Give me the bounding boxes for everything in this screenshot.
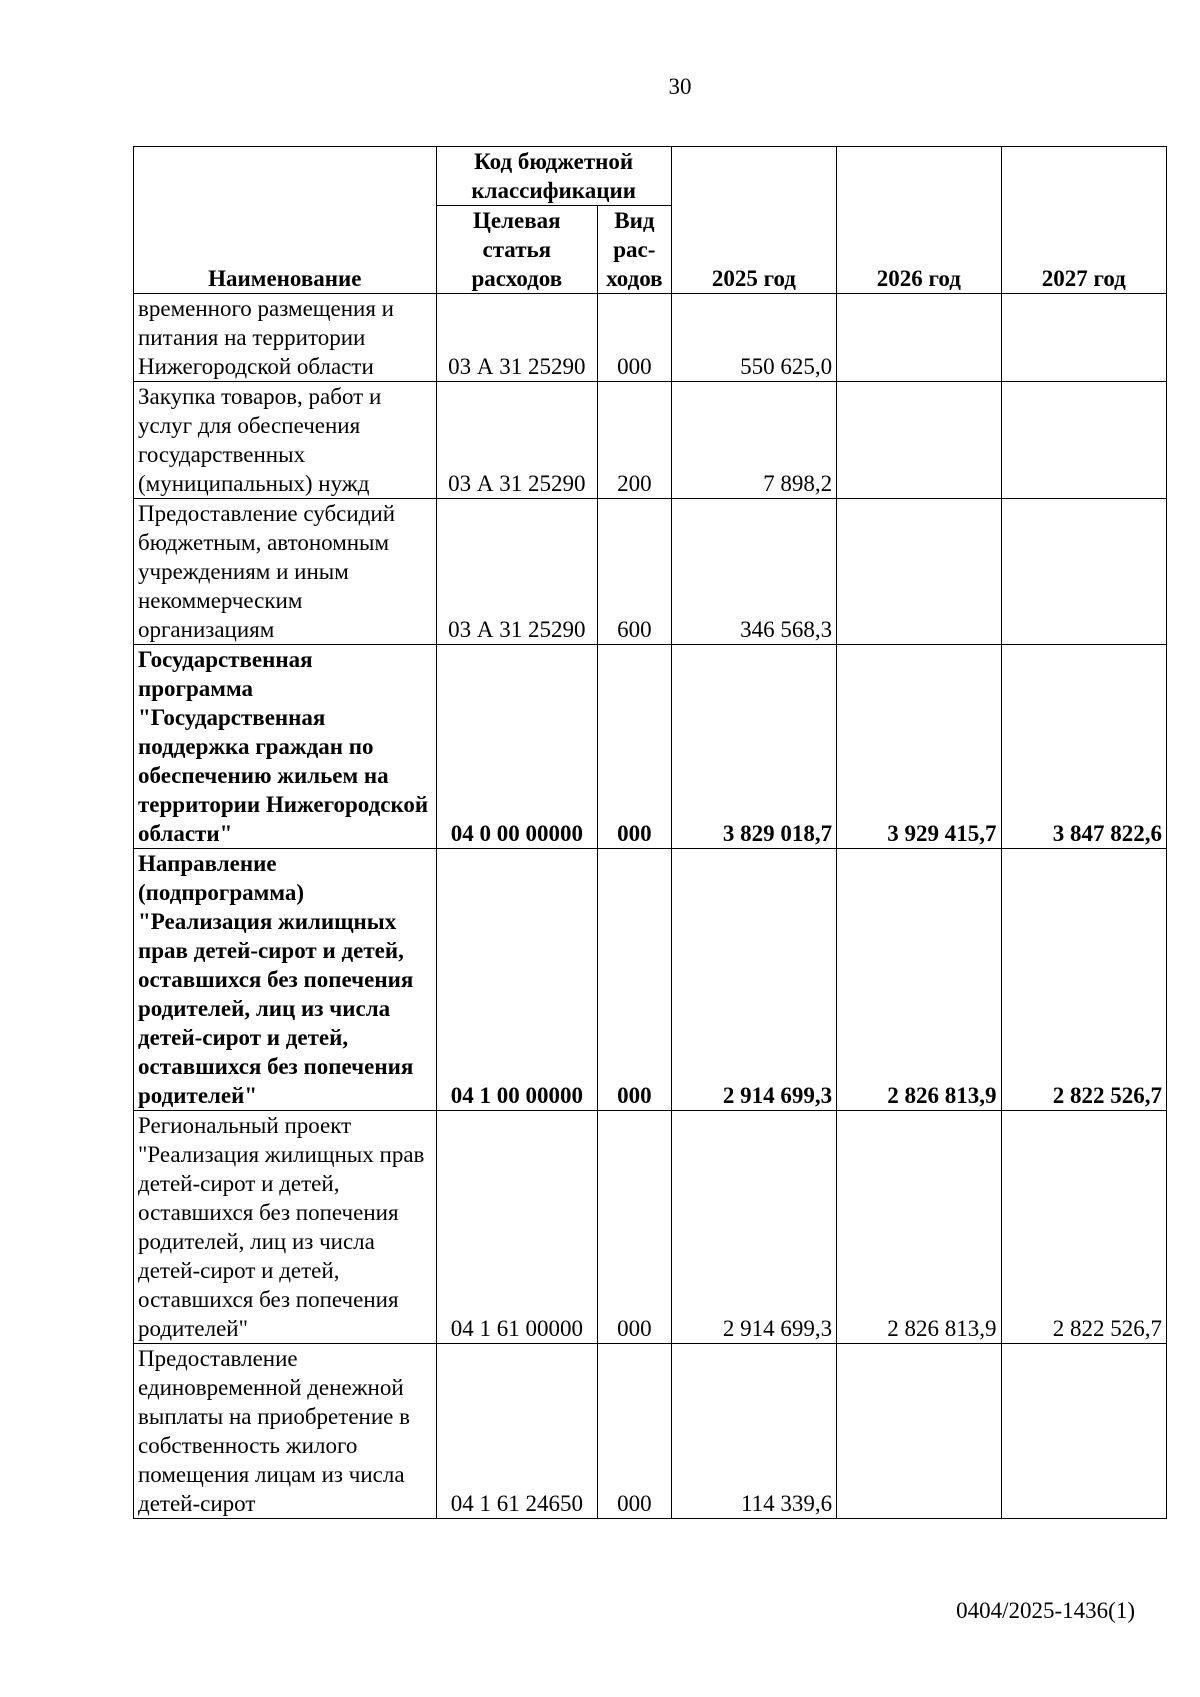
- row-target-code: 04 0 00 00000: [436, 645, 597, 849]
- header-code-group: Код бюджетной классификации: [436, 147, 671, 206]
- row-2025: 2 914 699,3: [671, 1111, 836, 1344]
- row-target-code: 03 А 31 25290: [436, 382, 597, 499]
- row-name: временного размещения и питания на территории Нижегородской области: [134, 294, 437, 382]
- header-expense-type: Вид рас-ходов: [598, 206, 672, 294]
- row-2025: 346 568,3: [671, 499, 836, 645]
- row-2027: [1001, 499, 1166, 645]
- row-expense-type: 000: [598, 645, 672, 849]
- row-expense-type: 000: [598, 294, 672, 382]
- row-2025: 114 339,6: [671, 1344, 836, 1519]
- row-2026: 3 929 415,7: [837, 645, 1001, 849]
- table-row: [134, 1344, 1167, 1519]
- row-name: Региональный проект "Реализация жилищных прав детей-сирот и детей, оставшихся без попечения родителей, лиц из числа детей-сирот и детей, оставшихся без попечения родителей": [134, 1111, 437, 1344]
- table-row: [134, 499, 1167, 645]
- row-name: Предоставление единовременной денежной выплаты на приобретение в собственность жилого помещения лицам из числа детей-сирот: [134, 1344, 437, 1519]
- header-name: Наименование: [134, 147, 437, 294]
- row-target-code: 04 1 00 00000: [436, 849, 597, 1111]
- row-2027: 3 847 822,6: [1001, 645, 1166, 849]
- row-2025: 3 829 018,7: [671, 645, 836, 849]
- row-2026: 2 826 813,9: [837, 849, 1001, 1111]
- row-2025: 550 625,0: [671, 294, 836, 382]
- row-expense-type: 000: [598, 1344, 672, 1519]
- header-target-article: Целевая статья расходов: [436, 206, 597, 294]
- row-expense-type: 200: [598, 382, 672, 499]
- document-code: 0404/2025-1436(1): [956, 1598, 1135, 1623]
- table-row: [134, 849, 1167, 1111]
- row-target-code: 04 1 61 24650: [436, 1344, 597, 1519]
- page-number: 30: [668, 74, 692, 99]
- row-target-code: 03 А 31 25290: [436, 499, 597, 645]
- row-2027: [1001, 382, 1166, 499]
- row-2027: [1001, 1344, 1166, 1519]
- budget-table: [133, 146, 1167, 1519]
- row-name: Направление (подпрограмма) "Реализация жилищных прав детей-сирот и детей, оставшихся без попечения родителей, лиц из числа детей-сирот и детей, оставшихся без попечения родителей": [134, 849, 437, 1111]
- row-2026: [837, 499, 1001, 645]
- header-2026: 2026 год: [837, 147, 1001, 294]
- row-name: Закупка товаров, работ и услуг для обеспечения государственных (муниципальных) нужд: [134, 382, 437, 499]
- row-2025: 7 898,2: [671, 382, 836, 499]
- row-2026: [837, 382, 1001, 499]
- row-2027: 2 822 526,7: [1001, 1111, 1166, 1344]
- row-2026: 2 826 813,9: [837, 1111, 1001, 1344]
- row-2027: [1001, 294, 1166, 382]
- row-expense-type: 600: [598, 499, 672, 645]
- row-name: Государственная программа "Государственная поддержка граждан по обеспечению жильем на территории Нижегородской области": [134, 645, 437, 849]
- row-name: Предоставление субсидий бюджетным, автономным учреждениям и иным некоммерческим организациям: [134, 499, 437, 645]
- row-target-code: 03 А 31 25290: [436, 294, 597, 382]
- row-expense-type: 000: [598, 1111, 672, 1344]
- table-row: [134, 645, 1167, 849]
- table-row: [134, 294, 1167, 382]
- row-expense-type: 000: [598, 849, 672, 1111]
- row-target-code: 04 1 61 00000: [436, 1111, 597, 1344]
- row-2025: 2 914 699,3: [671, 849, 836, 1111]
- row-2026: [837, 294, 1001, 382]
- table-row: [134, 1111, 1167, 1344]
- row-2027: 2 822 526,7: [1001, 849, 1166, 1111]
- header-2027: 2027 год: [1001, 147, 1166, 294]
- header-2025: 2025 год: [671, 147, 836, 294]
- row-2026: [837, 1344, 1001, 1519]
- table-row: [134, 382, 1167, 499]
